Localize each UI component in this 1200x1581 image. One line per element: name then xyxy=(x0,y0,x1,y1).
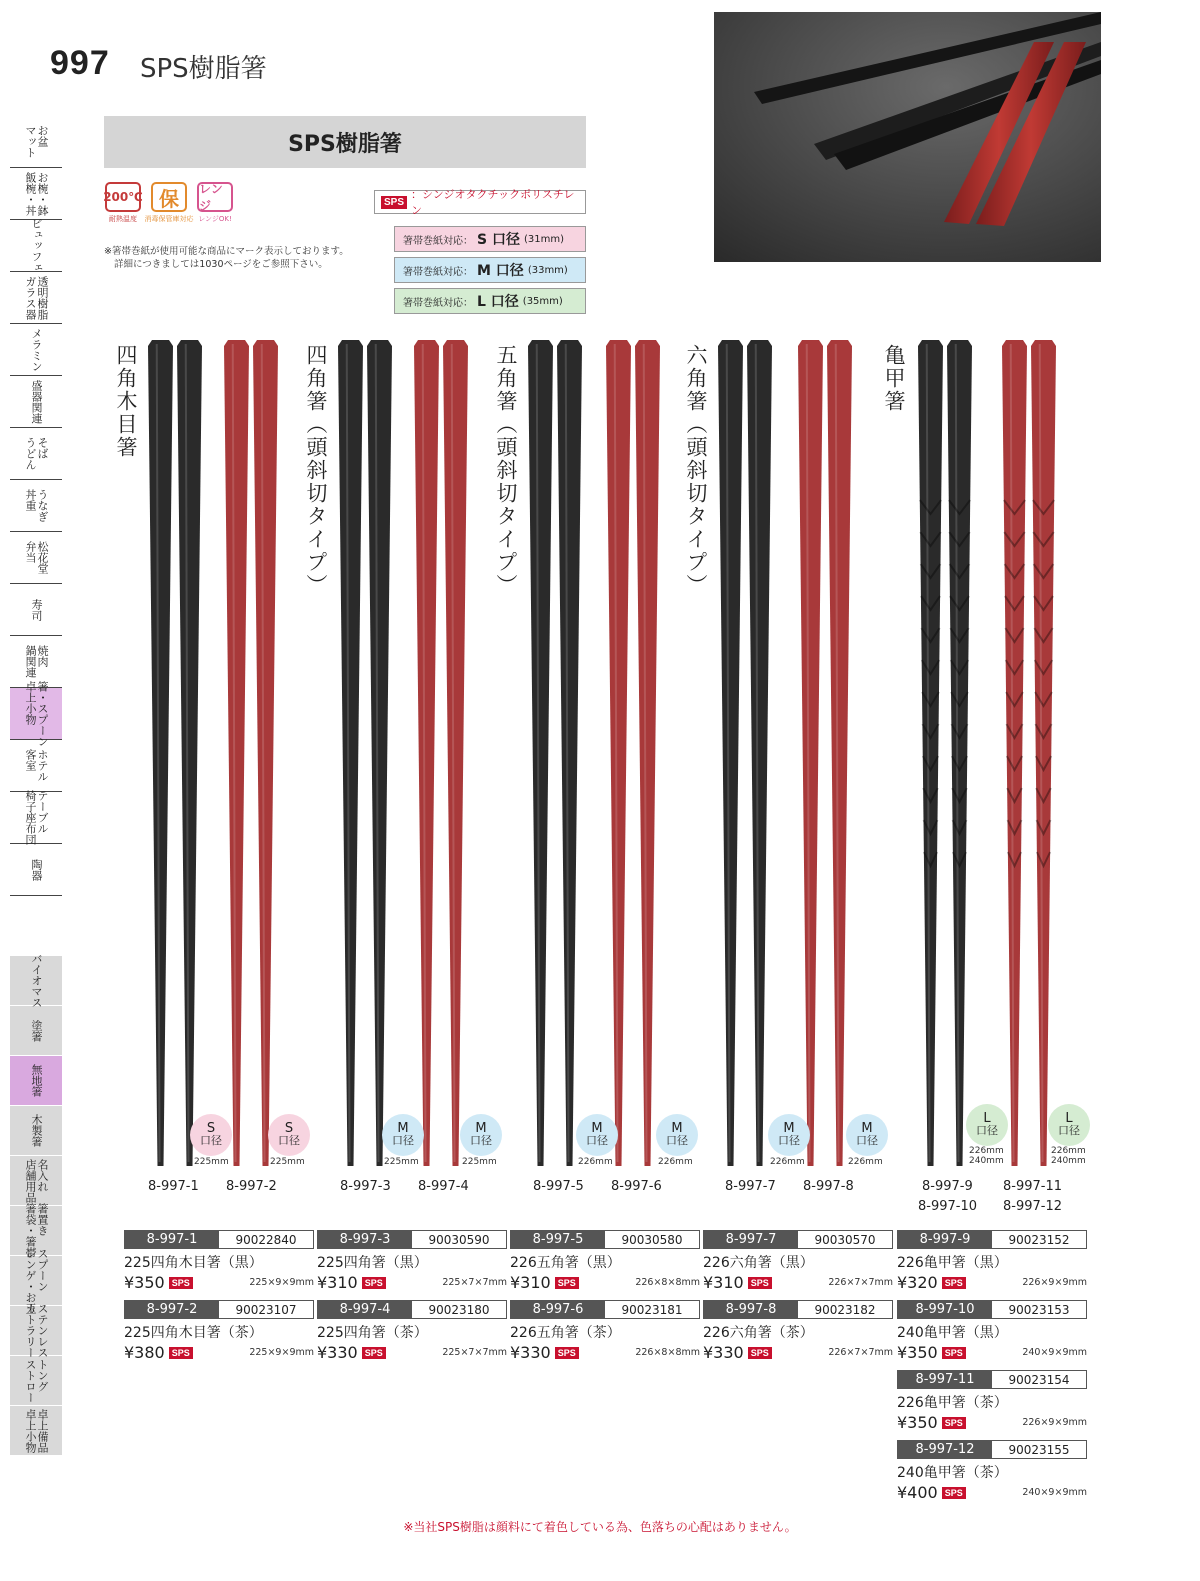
sidebar-tab-soba[interactable]: そば うどん xyxy=(10,428,62,480)
chopstick xyxy=(1031,340,1056,1166)
size-mark: M 口径 xyxy=(846,1114,888,1156)
item-code: 8-997-10 xyxy=(918,1199,978,1214)
product-entry: 8-997-3 90030590 225四角箸（黒） ¥310 SPS 225×7×7mm xyxy=(317,1232,507,1292)
size-mark: L 口径 xyxy=(966,1104,1008,1146)
chopstick xyxy=(798,340,823,1166)
subtab-lacquer[interactable]: 塗箸 xyxy=(10,1006,62,1056)
sidebar-tab-chopsticks[interactable]: 箸・スプーン 卓上小物 xyxy=(10,688,62,740)
chopstick xyxy=(635,340,660,1166)
sidebar-tab-yakiniku[interactable]: 焼肉 鍋関連 xyxy=(10,636,62,688)
page-title: SPS樹脂箸 xyxy=(140,54,267,84)
product-entry: 8-997-2 90023107 225四角木目箸（茶） ¥380 SPS 225×9×9mm xyxy=(124,1302,314,1362)
length-label: 226mm xyxy=(770,1157,805,1167)
product-name-hexagon: 六角箸（頭斜切タイプ） xyxy=(684,344,708,597)
item-code: 8-997-3 xyxy=(340,1179,391,1194)
item-code: 8-997-7 xyxy=(725,1179,776,1194)
page-number: 997 xyxy=(50,44,110,82)
chopstick xyxy=(253,340,278,1166)
chopstick xyxy=(557,340,582,1166)
product-entry: 8-997-10 90023153 240亀甲箸（黒） ¥350 SPS 240×9×9mm xyxy=(897,1302,1087,1362)
sidebar-tab-tray[interactable]: お盆 マット xyxy=(10,116,62,168)
sidebar-tab-sushi[interactable]: 寿司 xyxy=(10,584,62,636)
sidebar-tab-hotel[interactable]: ホテル 客室 xyxy=(10,740,62,792)
item-code: 8-997-1 xyxy=(148,1179,199,1194)
size-mark: S 口径 xyxy=(190,1114,232,1156)
size-mark: M 口径 xyxy=(576,1114,618,1156)
length-label: 226mm xyxy=(578,1157,613,1167)
chopstick xyxy=(918,340,943,1166)
sidebar-tab-melamine[interactable]: メラミン xyxy=(10,324,62,376)
item-code: 8-997-5 xyxy=(533,1179,584,1194)
subtab-biomass[interactable]: バイオマス xyxy=(10,956,62,1006)
chopstick xyxy=(528,340,553,1166)
wrapper-note: ※箸帯巻紙が使用可能な商品にマーク表示しております。 詳細につきましては1030ページをご参照下さい。 xyxy=(104,246,349,270)
size-mark: L 口径 xyxy=(1048,1104,1090,1146)
size-box-m: 箸帯巻紙対応： M 口径 (33mm) xyxy=(394,257,586,283)
subtab-plain[interactable]: 無地箸 xyxy=(10,1056,62,1106)
sidebar-tab-bento[interactable]: 松花堂 弁当 xyxy=(10,532,62,584)
chopstick xyxy=(718,340,743,1166)
length-label: 226mm 240mm xyxy=(969,1146,1004,1166)
subtab-wooden[interactable]: 木製箸 xyxy=(10,1106,62,1156)
subtab-cutlery[interactable]: ステンレス カトラリー xyxy=(10,1306,62,1356)
size-box-s: 箸帯巻紙対応： S 口径 (31mm) xyxy=(394,226,586,252)
product-entry: 8-997-8 90023182 226六角箸（茶） ¥330 SPS 226×7×7mm xyxy=(703,1302,893,1362)
chopstick xyxy=(827,340,852,1166)
subtab-tongs[interactable]: トング ストロー xyxy=(10,1356,62,1406)
length-label: 226mm 240mm xyxy=(1051,1146,1086,1166)
subtab-tabletop[interactable]: 卓上備品 卓上小物 xyxy=(10,1406,62,1456)
sidebar-tab-plates[interactable]: 盛器関連 xyxy=(10,376,62,428)
size-mark: M 口径 xyxy=(656,1114,698,1156)
chopstick xyxy=(414,340,439,1166)
size-mark: M 口径 xyxy=(460,1114,502,1156)
size-box-l: 箸帯巻紙対応： L 口径 (35mm) xyxy=(394,288,586,314)
chopstick xyxy=(1002,340,1027,1166)
product-entry: 8-997-11 90023154 226亀甲箸（茶） ¥350 SPS 226×9×9mm xyxy=(897,1372,1087,1432)
item-code: 8-997-12 xyxy=(1003,1199,1063,1214)
item-code: 8-997-11 xyxy=(1003,1179,1063,1194)
footer-note: ※当社SPS樹脂は顔料にて着色している為、色落ちの心配はありません。 xyxy=(403,1520,797,1534)
product-entry: 8-997-7 90030570 226六角箸（黒） ¥310 SPS 226×7×7mm xyxy=(703,1232,893,1292)
product-entry: 8-997-12 90023155 240亀甲箸（茶） ¥400 SPS 240×9×9mm xyxy=(897,1442,1087,1502)
item-code: 8-997-4 xyxy=(418,1179,469,1194)
product-entry: 8-997-6 90023181 226五角箸（茶） ¥330 SPS 226×8×8mm xyxy=(510,1302,700,1362)
sidebar-tab-clear-resin[interactable]: 透明樹脂 ガラス器 xyxy=(10,272,62,324)
product-entry: 8-997-4 90023180 225四角箸（茶） ¥330 SPS 225×7×7mm xyxy=(317,1302,507,1362)
item-code: 8-997-6 xyxy=(611,1179,662,1194)
chopstick xyxy=(367,340,392,1166)
length-label: 226mm xyxy=(658,1157,693,1167)
sidebar-tab-bowls[interactable]: お椀・鉢 飯椀・丼 xyxy=(10,168,62,220)
product-entry: 8-997-1 90022840 225四角木目箸（黒） ¥350 SPS 225×9×9mm xyxy=(124,1232,314,1292)
subtab-spoons[interactable]: スプーン レンゲ・お玉 xyxy=(10,1256,62,1306)
length-label: 225mm xyxy=(270,1157,305,1167)
chopstick xyxy=(148,340,173,1166)
subtab-rests[interactable]: 箸置き 箸袋・箸帯 xyxy=(10,1206,62,1256)
size-mark: S 口径 xyxy=(268,1114,310,1156)
product-entry: 8-997-5 90030580 226五角箸（黒） ¥310 SPS 226×8×8mm xyxy=(510,1232,700,1292)
chopstick xyxy=(443,340,468,1166)
length-label: 225mm xyxy=(194,1157,229,1167)
size-mark: M 口径 xyxy=(768,1114,810,1156)
sidebar-tab-buffet[interactable]: ビュッフェ xyxy=(10,220,62,272)
size-mark: M 口径 xyxy=(382,1114,424,1156)
chopstick xyxy=(747,340,772,1166)
length-label: 226mm xyxy=(848,1157,883,1167)
sterilizer-icon: 保 消毒保管庫対応 xyxy=(150,182,188,224)
sidebar-tab-ceramics[interactable]: 陶器 xyxy=(10,844,62,896)
item-code: 8-997-2 xyxy=(226,1179,277,1194)
chopstick xyxy=(947,340,972,1166)
sidebar-tab-unagi[interactable]: うなぎ 丼重 xyxy=(10,480,62,532)
product-name-tortoise: 亀甲箸 xyxy=(882,344,906,413)
chopstick xyxy=(224,340,249,1166)
sps-legend: SPS ：シンジオタクチックポリスチレン xyxy=(374,190,586,214)
subtab-naming[interactable]: 名入れ 店舗用品 xyxy=(10,1156,62,1206)
product-name-square-wood: 四角木目箸 xyxy=(114,344,138,459)
chopstick xyxy=(177,340,202,1166)
product-name-pentagon: 五角箸（頭斜切タイプ） xyxy=(494,344,518,597)
item-code: 8-997-8 xyxy=(803,1179,854,1194)
chopstick xyxy=(606,340,631,1166)
heat-resistant-icon: 200℃ 耐熱温度 xyxy=(104,182,142,224)
microwave-icon: レンジ レンジOK! xyxy=(198,182,232,223)
item-code: 8-997-9 xyxy=(922,1179,973,1194)
product-name-square: 四角箸（頭斜切タイプ） xyxy=(304,344,328,597)
chopstick xyxy=(338,340,363,1166)
product-entry: 8-997-9 90023152 226亀甲箸（黒） ¥320 SPS 226×9×9mm xyxy=(897,1232,1087,1292)
length-label: 225mm xyxy=(462,1157,497,1167)
sidebar-tab-table[interactable]: テーブル 椅子座布団 xyxy=(10,792,62,844)
length-label: 225mm xyxy=(384,1157,419,1167)
section-banner: SPS樹脂箸 xyxy=(104,116,586,168)
